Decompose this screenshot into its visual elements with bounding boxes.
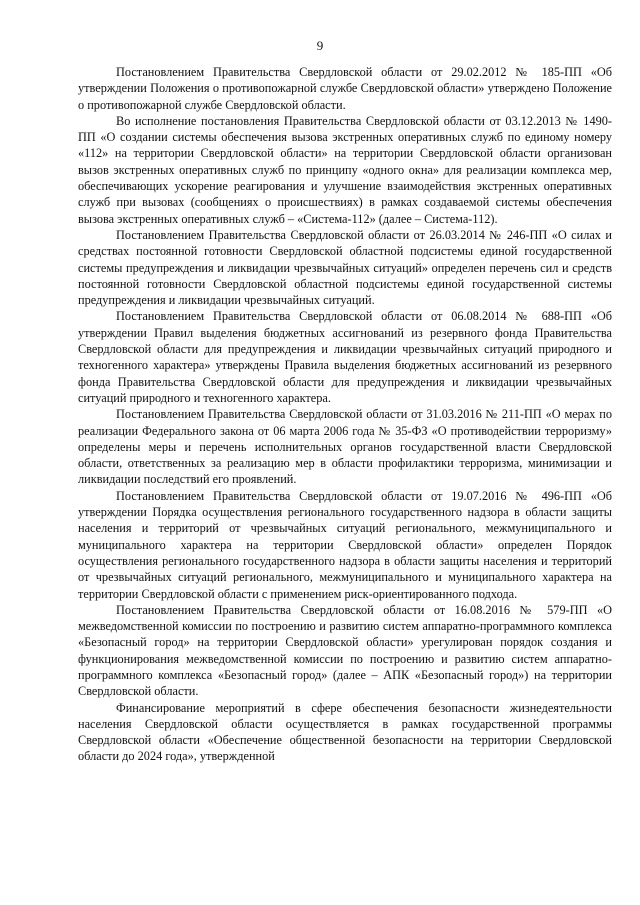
paragraph-readiness-forces: Постановлением Правительства Свердловской области от 26.03.2014 № 246-ПП «О силах и средствах постоянной готовности Свердловской областной подсистемы единой государственной системы предупреждения и ликвидации чрезвычайных ситуаций» определен перечень сил и средств постоянной готовности Свердловской областной подсистемы единой государственной системы предупреждения и ликвидации чрезвычайных ситуаций. <box>78 227 612 308</box>
paragraph-financing: Финансирование мероприятий в сфере обеспечения безопасности жизнедеятельности населения Свердловской области осуществляется в рамках государственной программы Свердловской области «Обеспечение общественной безопасности на территории Свердловской области до 2024 года», утвержденной <box>78 700 612 764</box>
paragraph-fire-service: Постановлением Правительства Свердловской области от 29.02.2012 № 185-ПП «Об утверждении Положения о противопожарной службе Свердловской области» утверждено Положение о противопожарной службе Свердловской области. <box>78 65 612 112</box>
page-number: 9 <box>316 38 324 53</box>
paragraph-safe-city: Постановлением Правительства Свердловской области от 16.08.2016 № 579-ПП «О межведомственной комиссии по построению и развитию систем аппаратно-программного комплекса «Безопасный город» на территории Свердловской области» урегулирован порядок создания и функционирования межведомственной комиссии по построению и развитию систем аппаратно-программного комплекса «Безопасный город» (далее – АПК «Безопасный город») на территории Свердловской области. <box>78 602 612 699</box>
document-body <box>78 64 612 765</box>
paragraph-regional-supervision: Постановлением Правительства Свердловской области от 19.07.2016 № 496-ПП «Об утверждении Порядка осуществления регионального государственного надзора в области защиты населения и территорий от чрезвычайных ситуаций регионального, межмуниципального и муниципального характера на территории Свердловской области» определен Порядок осуществления регионального государственного надзора в области защиты населения и территорий от чрезвычайных ситуаций регионального, межмуниципального и муниципального характера на территории Свердловской области с применением риск-ориентированного подхода. <box>78 488 612 601</box>
paragraph-reserve-fund: Постановлением Правительства Свердловской области от 06.08.2014 № 688-ПП «Об утверждении Правил выделения бюджетных ассигнований из резервного фонда Правительства Свердловской области для предупреждения и ликвидации чрезвычайных ситуаций природного и техногенного характера» утверждены Правила выделения бюджетных ассигнований из резервного фонда Правительства Свердловской области для предупреждения и ликвидации чрезвычайных ситуаций природного и техногенного характера. <box>78 309 612 405</box>
paragraph-counter-terrorism: Постановлением Правительства Свердловской области от 31.03.2016 № 211-ПП «О мерах по реализации Федерального закона от 06 марта 2006 года № 35-ФЗ «О противодействии терроризму» определены меры и перечень исполнительных органов государственной власти Свердловской области, ответственных за реализацию мер в области профилактики терроризма, минимизации и ликвидации последствий его проявлений. <box>78 407 612 487</box>
paragraph-system-112: Во исполнение постановления Правительства Свердловской области от 03.12.2013 № 1490-ПП «О создании системы обеспечения вызова экстренных оперативных служб по единому номеру «112» на территории Свердловской области» на территории Свердловской области организован вызов экстренных оперативных служб по принципу «одного окна» для реализации комплекса мер, обеспечивающих ускорение реагирования и улучшение взаимодействия экстренных оперативных служб при вызовах (сообщениях о происшествиях) в рамках создаваемой системы обеспечения вызова экстренных оперативных служб – «Система-112» (далее – Система-112). <box>78 113 612 226</box>
